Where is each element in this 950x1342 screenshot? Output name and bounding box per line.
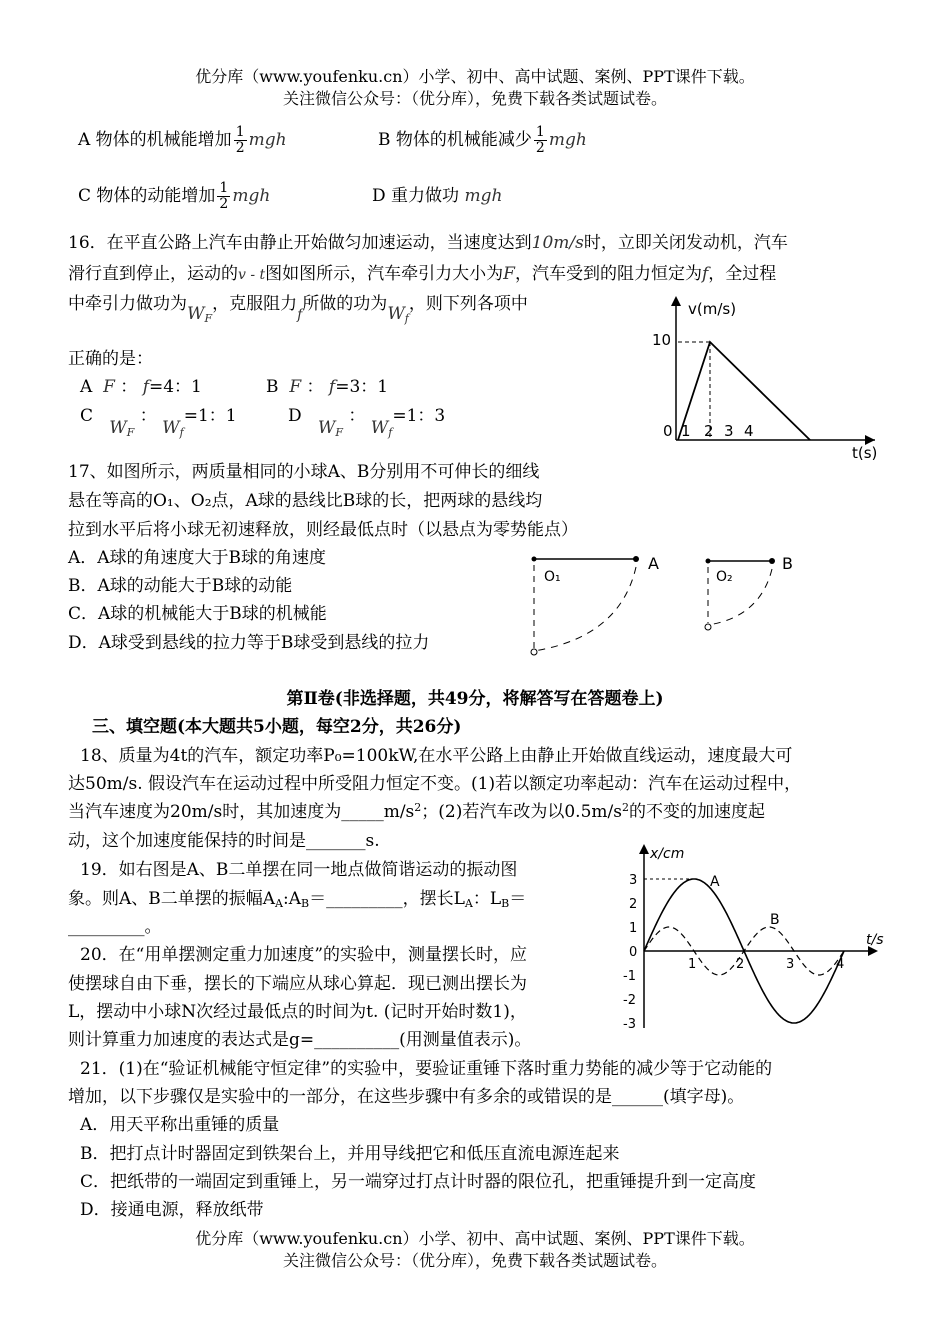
q16-option-b: B F ： f=3：1 bbox=[266, 377, 389, 397]
q17-option-c: C．A球的机械能大于B球的机械能 bbox=[68, 604, 327, 624]
q21-option-a: A．用天平称出重锤的质量 bbox=[80, 1115, 280, 1135]
label-curve-a: A bbox=[710, 874, 720, 890]
q20-line-3: L，摆动中小球N次经过最低点的时间为t. (记时开始时数1)， bbox=[68, 1002, 527, 1022]
q17-option-d: D．A球受到悬线的拉力等于B球受到悬线的拉力 bbox=[68, 633, 430, 653]
section-3-title: 三、填空题(本大题共5小题，每空2分，共26分) bbox=[92, 717, 462, 737]
q18-line-2: 达50m/s. 假设汽车在运动过程中所受阻力恒定不变。(1)若以额定功率起动：汽车在运动过程中， bbox=[68, 774, 802, 794]
label-curve-b: B bbox=[770, 912, 780, 928]
x-tick-4: 4 bbox=[744, 422, 754, 440]
q15-option-b: B 物体的机械能减少 $\frac{1}{2}$ mgh bbox=[378, 124, 587, 156]
header-line-2: 关注微信公众号：（优分库），免费下载各类试题试卷。 bbox=[282, 89, 667, 108]
q19-line-3: _________。 bbox=[68, 917, 162, 937]
y-axis-label: x/cm bbox=[650, 846, 685, 862]
q16-line-1: 16．在平直公路上汽车由静止开始做匀加速运动，当速度达到10m/s时，立即关闭发动机，汽车 bbox=[68, 233, 788, 253]
fraction-half: $\frac{1}{2}$ bbox=[219, 180, 229, 212]
y-tick-10: 10 bbox=[652, 331, 672, 349]
label-ball-a: A bbox=[648, 554, 659, 573]
x-axis-label: t(s) bbox=[852, 444, 878, 462]
y-tick-2: 2 bbox=[629, 897, 638, 912]
q20-line-1: 20．在“用单摆测定重力加速度”的实验中，测量摆长时，应 bbox=[80, 945, 528, 965]
q17-option-a: A．A球的角速度大于B球的角速度 bbox=[68, 548, 327, 568]
y-tick-0: 0 bbox=[629, 945, 638, 960]
q16-vt-graph bbox=[640, 290, 890, 470]
y-axis-label: v(m/s) bbox=[688, 300, 737, 318]
q16-line-4: 正确的是： bbox=[68, 349, 153, 369]
q17-line-3: 拉到水平后将小球无初速释放，则经最低点时（以悬点为零势能点） bbox=[68, 520, 578, 540]
ball-b-bottom bbox=[705, 624, 711, 630]
fraction-half: $\frac{1}{2}$ bbox=[535, 124, 545, 156]
q19-line-2: 象。则A、B二单摆的振幅$A_A:A_B=\_\_\_\_\_\_\_\_\_$，摆长$L_A$：$L_B=$ bbox=[68, 889, 527, 910]
q16-option-a: A F ： f=4：1 bbox=[80, 377, 202, 397]
x-tick-3: 3 bbox=[724, 422, 734, 440]
q21-option-c: C．把纸带的一端固定到重锤上，另一端穿过打点计时器的限位孔，把重锤提升到一定高度 bbox=[80, 1172, 757, 1192]
fraction-half: $\frac{1}{2}$ bbox=[235, 124, 245, 156]
x-tick-2: 2 bbox=[704, 422, 714, 440]
y-tick-1: 1 bbox=[629, 921, 638, 936]
footer-line-2: 关注微信公众号：（优分库），免费下载各类试题试卷。 bbox=[282, 1251, 667, 1270]
x-tick-1: 1 bbox=[681, 422, 691, 440]
q21-line-1: 21．(1)在“验证机械能守恒定律”的实验中，要验证重锤下落时重力势能的减少等于它动能的 bbox=[80, 1059, 773, 1079]
q20-line-4: 则计算重力加速度的表达式是g=__________(用测量值表示)。 bbox=[68, 1030, 532, 1050]
x-tick-3: 3 bbox=[786, 957, 795, 972]
y-axis-arrow bbox=[639, 844, 649, 854]
q18-line-1: 18、质量为4t的汽车，额定功率P₀=100kW,在水平公路上由静止开始做直线运动，速度最大可 bbox=[80, 746, 793, 766]
x-tick-1: 1 bbox=[688, 957, 697, 972]
q15-option-c: C 物体的动能增加 $\frac{1}{2}$ mgh bbox=[78, 180, 271, 212]
q17-line-1: 17、如图所示，两质量相同的小球A、B分别用不可伸长的细线 bbox=[68, 462, 540, 482]
y-tick-minus-3: -3 bbox=[623, 1017, 636, 1032]
y-tick-minus-1: -1 bbox=[623, 969, 636, 984]
x-axis-label: t/s bbox=[866, 932, 884, 948]
q17-pendulum-figure bbox=[520, 545, 810, 665]
q18-line-3: 当汽车速度为20m/s时，其加速度为$\_\_\_\_\_m/s^2$；(2)若汽车改为以$0.5m/s^2$的不变的加速度起 bbox=[68, 801, 765, 822]
label-o1: O₁ bbox=[544, 569, 561, 585]
ball-b-start bbox=[769, 558, 775, 564]
pivot-o1 bbox=[532, 557, 537, 562]
q21-option-d: D．接通电源，释放纸带 bbox=[80, 1200, 264, 1220]
header-line-1: 优分库（www.youfenku.cn）小学、初中、高中试题、案例、PPT课件下载。 bbox=[195, 67, 755, 86]
part-2-title: 第Ⅱ卷(非选择题，共49分，将解答写在答题卷上) bbox=[286, 689, 664, 709]
q21-line-2: 增加，以下步骤仅是实验中的一部分，在这些步骤中有多余的或错误的是______(填字母)。 bbox=[68, 1087, 745, 1107]
x-tick-2: 2 bbox=[736, 957, 745, 972]
pivot-o2 bbox=[706, 559, 711, 564]
ball-a-bottom bbox=[531, 649, 537, 655]
q15-option-d: D 重力做功 mgh bbox=[372, 186, 503, 206]
q18-line-4: 动，这个加速度能保持的时间是_______s. bbox=[68, 831, 380, 851]
q16-line-2: 滑行直到停止，运动的v - t图如图所示，汽车牵引力大小为F，汽车受到的阻力恒定为f，全过程 bbox=[68, 264, 777, 284]
q16-option-d: D $W_F$ ： $W_f=1$：3 bbox=[288, 406, 446, 439]
q16-line-3: 中牵引力做功为$W_F$，克服阻力$_f$所做的功为$W_f$，则下列各项中 bbox=[68, 294, 528, 325]
q17-line-2: 悬在等高的O₁、O₂点，A球的悬线比B球的长，把两球的悬线均 bbox=[68, 491, 543, 511]
q21-option-b: B．把打点计时器固定到铁架台上，并用导线把它和低压直流电源连起来 bbox=[80, 1144, 620, 1164]
label-ball-b: B bbox=[782, 554, 793, 573]
y-tick-minus-2: -2 bbox=[623, 993, 636, 1008]
q19-line-1: 19．如右图是A、B二单摆在同一地点做简谐运动的振动图 bbox=[80, 860, 518, 880]
ball-a-start bbox=[633, 556, 639, 562]
y-tick-3: 3 bbox=[629, 873, 638, 888]
origin-label: 0 bbox=[663, 422, 673, 440]
q19-oscillation-graph bbox=[620, 840, 900, 1035]
q16-option-c: C $W_F$ ： $W_f=1$：1 bbox=[80, 406, 237, 439]
y-axis-arrow bbox=[671, 296, 681, 306]
q15-option-a: A 物体的机械能增加 $\frac{1}{2}$ mgh bbox=[78, 124, 287, 156]
label-o2: O₂ bbox=[716, 569, 733, 585]
q17-option-b: B．A球的动能大于B球的动能 bbox=[68, 576, 293, 596]
x-tick-4: 4 bbox=[836, 957, 845, 972]
q20-line-2: 使摆球自由下垂，摆长的下端应从球心算起．现已测出摆长为 bbox=[68, 974, 527, 994]
footer-line-1: 优分库（www.youfenku.cn）小学、初中、高中试题、案例、PPT课件下载。 bbox=[195, 1229, 755, 1248]
